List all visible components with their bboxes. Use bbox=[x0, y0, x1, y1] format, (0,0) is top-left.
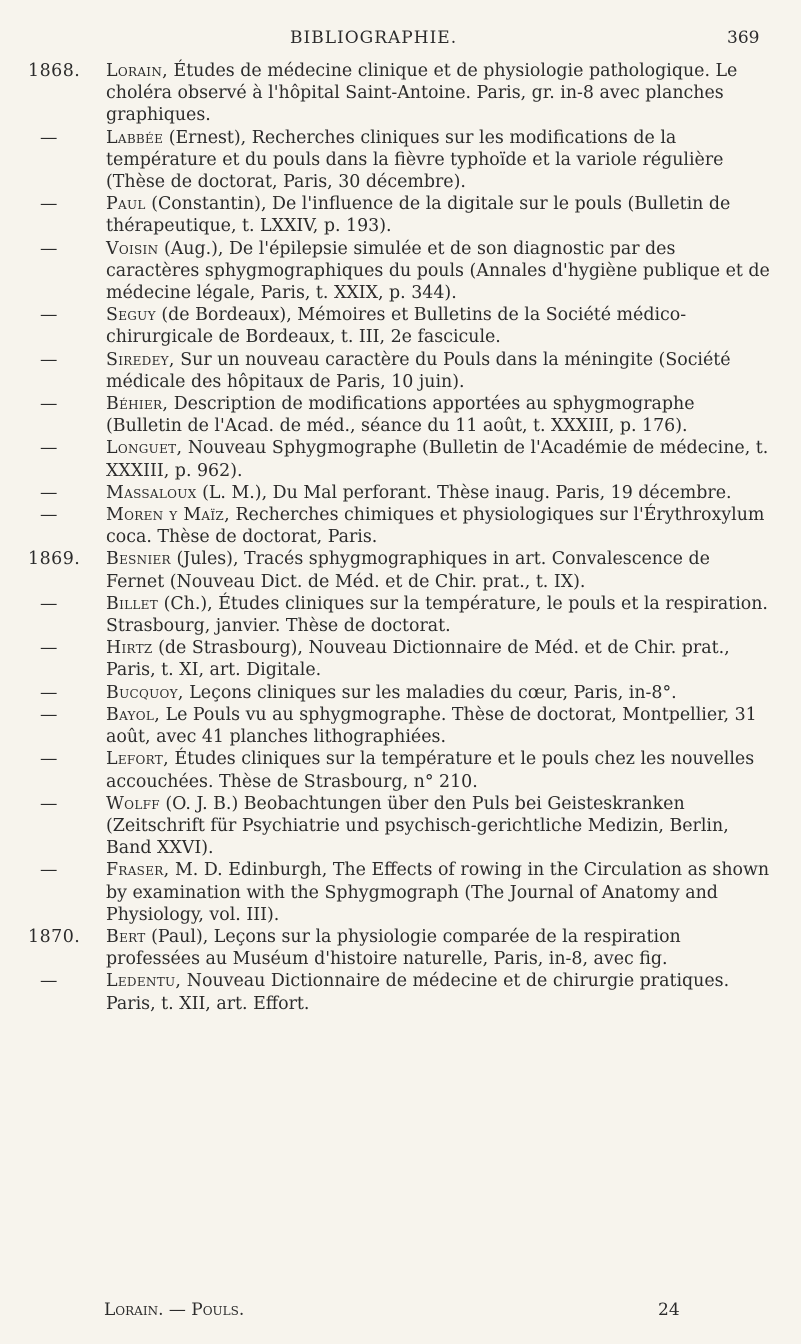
entry-text: (Constantin), De l'influence de la digitale sur le pouls (Bulletin de thérapeutique, t. LXXIV, p. 193). bbox=[106, 194, 731, 237]
ditto-dash: — bbox=[40, 438, 58, 459]
entry-body bbox=[106, 593, 773, 637]
entry-text: (Jules), Tracés sphygmographiques in art. Convalescence de Fernet (Nouveau Dict. de Méd. et de Chir. prat., t. IX). bbox=[106, 549, 710, 592]
entry-text: Études cliniques sur la température et le pouls chez les nouvelles accouchées. Thèse de Strasbourg, n° 210. bbox=[106, 749, 755, 792]
ditto-dash: — bbox=[40, 127, 58, 148]
bibliography-list bbox=[28, 60, 773, 1015]
entry-body bbox=[106, 637, 773, 681]
bibliography-entry bbox=[28, 304, 773, 348]
bibliography-entry bbox=[28, 593, 773, 637]
entry-author: Massaloux bbox=[106, 482, 197, 503]
bibliography-entry bbox=[28, 238, 773, 305]
signature-mark: Lorain. — Pouls. bbox=[104, 1300, 245, 1320]
bibliography-entry bbox=[28, 437, 773, 481]
page-number: 369 bbox=[727, 28, 760, 48]
entry-author: Béhier, bbox=[106, 394, 169, 415]
bibliography-entry bbox=[28, 637, 773, 681]
entry-author: Lefort, bbox=[106, 749, 169, 770]
ditto-dash: — bbox=[40, 860, 58, 881]
entry-body bbox=[106, 393, 773, 437]
bibliography-entry bbox=[28, 926, 773, 970]
entry-author: Seguy bbox=[106, 305, 156, 326]
bibliography-entry bbox=[28, 504, 773, 548]
entry-author: Bayol, bbox=[106, 704, 161, 725]
entry-author: Hirtz bbox=[106, 638, 153, 659]
entry-text: Nouveau Sphygmographe (Bulletin de l'Académie de médecine, t. XXXIII, p. 962). bbox=[106, 438, 769, 481]
running-title: BIBLIOGRAPHIE. bbox=[290, 28, 458, 48]
entry-author: Bert bbox=[106, 926, 146, 947]
entry-author: Lorain, bbox=[106, 61, 168, 81]
ditto-dash: — bbox=[40, 394, 58, 415]
entry-body bbox=[106, 437, 773, 481]
entry-text: (Aug.), De l'épilepsie simulée et de son diagnostic par des caractères sphygmographiques du pouls (Annales d'hygiène publique et de médecine légale, Paris, t. XXIX, p. 344). bbox=[106, 238, 770, 304]
entry-text: Sur un nouveau caractère du Pouls dans la méningite (Société médicale des hôpitaux de Paris, 10 juin). bbox=[106, 349, 731, 392]
entry-text: (de Bordeaux), Mémoires et Bulletins de la Société médico-chirurgicale de Bordeaux, t. III, 2e fascicule. bbox=[106, 305, 687, 348]
entry-body bbox=[106, 704, 773, 748]
bibliography-entry bbox=[28, 704, 773, 748]
ditto-dash: — bbox=[40, 704, 58, 725]
entry-author: Besnier bbox=[106, 549, 171, 570]
entry-text: (Ch.), Études cliniques sur la température, le pouls et la respiration. Strasbourg, janvier. Thèse de doctorat. bbox=[106, 593, 768, 637]
bibliography-entry bbox=[28, 748, 773, 792]
entry-year: 1868. bbox=[28, 61, 81, 81]
ditto-dash: — bbox=[40, 194, 58, 215]
entry-author: Bucquoy, bbox=[106, 682, 184, 703]
entry-text: Description de modifications apportées au sphygmographe (Bulletin de l'Acad. de méd., séance du 11 août, t. XXXIII, p. 176). bbox=[106, 394, 695, 437]
page-footer bbox=[0, 1300, 801, 1324]
entry-body bbox=[106, 504, 773, 548]
entry-body bbox=[106, 349, 773, 393]
ditto-dash: — bbox=[40, 793, 58, 814]
entry-body bbox=[106, 682, 773, 704]
bibliography-entry bbox=[28, 127, 773, 194]
bibliography-entry bbox=[28, 682, 773, 704]
ditto-dash: — bbox=[40, 971, 58, 992]
entry-author: Wolff bbox=[106, 793, 160, 814]
entry-year: 1869. bbox=[28, 549, 81, 570]
entry-author: Paul bbox=[106, 194, 146, 215]
entry-author: Longuet, bbox=[106, 438, 183, 459]
bibliography-entry bbox=[28, 60, 773, 127]
entry-body bbox=[106, 859, 773, 926]
ditto-dash: — bbox=[40, 505, 58, 526]
ditto-dash: — bbox=[40, 305, 58, 326]
entry-text: (Ernest), Recherches cliniques sur les modifications de la température et du pouls dans la fièvre typhoïde et la variole régulière (Thèse de doctorat, Paris, 30 décembre). bbox=[106, 127, 724, 193]
bibliography-entry bbox=[28, 970, 773, 1014]
ditto-dash: — bbox=[40, 749, 58, 770]
entry-author: Labbée bbox=[106, 127, 164, 148]
entry-text: Recherches chimiques et physiologiques sur l'Érythroxylum coca. Thèse de doctorat, Paris. bbox=[106, 505, 765, 548]
ditto-dash: — bbox=[40, 638, 58, 659]
entry-text: (Paul), Leçons sur la physiologie comparée de la respiration professées au Muséum d'histoire naturelle, Paris, in-8, avec fig. bbox=[106, 926, 681, 970]
entry-text: (de Strasbourg), Nouveau Dictionnaire de Méd. et de Chir. prat., Paris, t. XI, art. Digitale. bbox=[106, 638, 730, 681]
bibliography-entry bbox=[28, 859, 773, 926]
ditto-dash: — bbox=[40, 238, 58, 259]
entry-text: Études de médecine clinique et de physiologie pathologique. Le choléra observé à l'hôpital Saint-Antoine. Paris, gr. in-8 avec planches graphiques. bbox=[106, 61, 738, 126]
entry-body bbox=[106, 748, 773, 792]
bibliography-entry bbox=[28, 193, 773, 237]
entry-text: Nouveau Dictionnaire de médecine et de chirurgie pratiques. Paris, t. XII, art. Effort. bbox=[106, 971, 730, 1014]
entry-body bbox=[106, 793, 773, 860]
entry-author: Billet bbox=[106, 593, 159, 614]
entry-author: Fraser, bbox=[106, 860, 170, 881]
ditto-dash: — bbox=[40, 682, 58, 703]
entry-body bbox=[106, 60, 773, 127]
ditto-dash: — bbox=[40, 349, 58, 370]
bibliography-entry bbox=[28, 793, 773, 860]
entry-body bbox=[106, 926, 773, 970]
entry-year: 1870. bbox=[28, 926, 81, 947]
sheet-number: 24 bbox=[658, 1300, 680, 1320]
entry-body bbox=[106, 482, 773, 504]
entry-body bbox=[106, 548, 773, 592]
entry-text: (O. J. B.) Beobachtungen über den Puls bei Geisteskranken (Zeitschrift für Psychiatrie und psychisch-gerichtliche Medizin, Berlin, Band XXVI). bbox=[106, 793, 729, 859]
entry-author: Moren y Maïz, bbox=[106, 505, 230, 526]
entry-text: (L. M.), Du Mal perforant. Thèse inaug. Paris, 19 décembre. bbox=[202, 482, 732, 503]
bibliography-entry bbox=[28, 393, 773, 437]
entry-body bbox=[106, 304, 773, 348]
bibliography-entry bbox=[28, 349, 773, 393]
entry-author: Ledentu, bbox=[106, 971, 182, 992]
bibliography-entry bbox=[28, 548, 773, 592]
bibliography-entry bbox=[28, 482, 773, 504]
entry-text: Le Pouls vu au sphygmographe. Thèse de doctorat, Montpellier, 31 août, avec 41 planches lithographiées. bbox=[106, 704, 757, 748]
entry-body bbox=[106, 238, 773, 305]
entry-text: Leçons cliniques sur les maladies du cœur, Paris, in-8°. bbox=[189, 682, 677, 703]
entry-author: Siredey, bbox=[106, 349, 175, 370]
entry-body bbox=[106, 127, 773, 194]
running-header bbox=[0, 28, 801, 54]
ditto-dash: — bbox=[40, 593, 58, 614]
entry-body bbox=[106, 193, 773, 237]
entry-body bbox=[106, 970, 773, 1014]
entry-author: Voisin bbox=[106, 238, 159, 259]
ditto-dash: — bbox=[40, 482, 58, 503]
entry-text: M. D. Edinburgh, The Effects of rowing in the Circulation as shown by examination with the Sphygmograph (The Journal of Anatomy and Physiology, vol. III). bbox=[106, 860, 770, 925]
